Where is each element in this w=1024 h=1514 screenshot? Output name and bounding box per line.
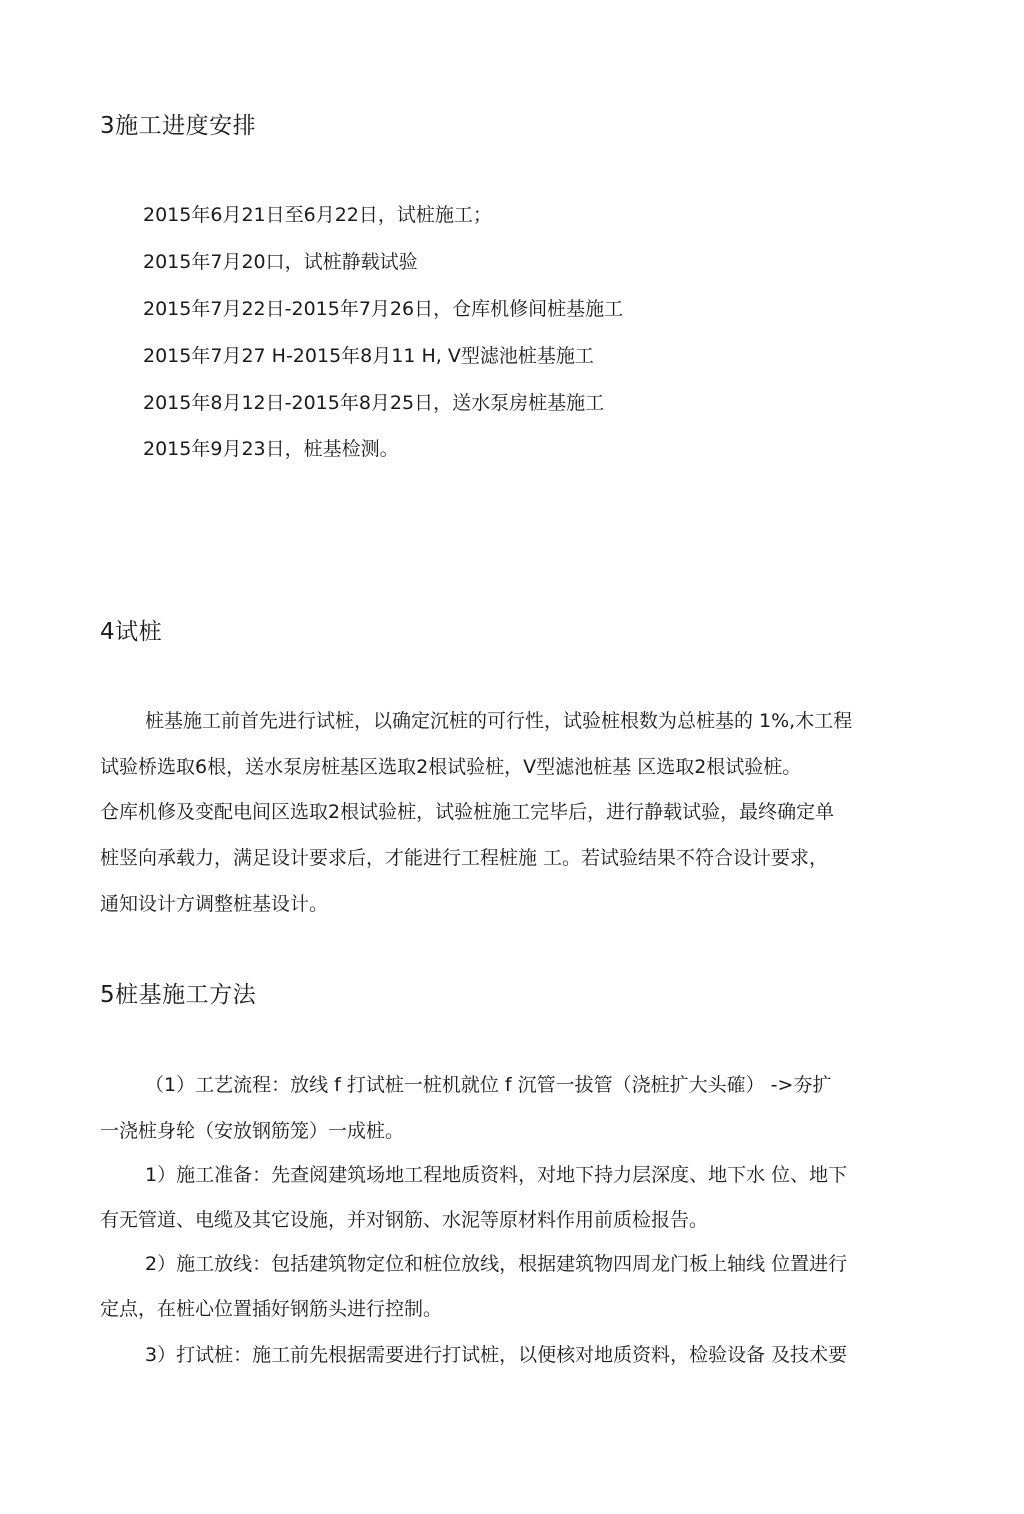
trial-pile-paragraph-line: 试验桥选取6根，送水泵房桩基区选取2根试验桩，V型滤池桩基 区选取2根试验桩。 — [100, 756, 802, 778]
schedule-item-4: 2015年7月27 H-2015年8月11 H, V型滤池桩基施工 — [143, 345, 594, 367]
trial-pile-paragraph-line: 桩基施工前首先进行试桩，以确定沉桩的可行性，试验桩根数为总桩基的 1%,木工程 — [145, 710, 853, 732]
process-flow-line: （1）工艺流程：放线 f 打试桩一桩机就位 f 沉管一拔管（浇桩扩大头確） ->夯扩 — [145, 1074, 832, 1096]
schedule-item-3: 2015年7月22日-2015年7月26日，仓库机修间桩基施工 — [143, 298, 624, 320]
schedule-item-1: 2015年6月21日至6月22日，试桩施工； — [143, 204, 492, 226]
schedule-item-5: 2015年8月12日-2015年8月25日，送水泵房桩基施工 — [143, 392, 605, 414]
schedule-item-6: 2015年9月23日，桩基检测。 — [143, 438, 399, 460]
step-2-line: 2）施工放线：包括建筑物定位和桩位放线，根据建筑物四周龙门板上轴线 位置进行 — [145, 1253, 848, 1275]
schedule-item-2: 2015年7月20口，试桩静载试验 — [143, 251, 418, 273]
trial-pile-paragraph-line: 仓库机修及变配电间区选取2根试验桩，试验桩施工完毕后，进行静载试验，最终确定单 — [100, 801, 835, 823]
step-1-line: 1）施工准备：先查阅建筑场地工程地质资料，对地下持力层深度、地下水 位、地下 — [145, 1164, 848, 1186]
step-2-line: 定点，在桩心位置插好钢筋头进行控制。 — [100, 1298, 443, 1320]
process-flow-line: 一浇桩身轮（安放钢筋笼）一成桩。 — [100, 1120, 405, 1142]
section-4-heading: 4试桩 — [100, 619, 163, 645]
trial-pile-paragraph-line: 桩竖向承载力，满足设计要求后，才能进行工程桩施 工。若试验结果不符合设计要求， — [100, 847, 829, 869]
step-3-line: 3）打试桩：施工前先根据需要进行打试桩，以便核对地质资料，检验设备 及技术要 — [145, 1344, 848, 1366]
section-3-heading: 3施工进度安排 — [100, 113, 257, 139]
trial-pile-paragraph-line: 通知设计方调整桩基设计。 — [100, 893, 329, 915]
step-1-line: 有无管道、电缆及其它设施，并对钢筋、水泥等原材料作用前质检报告。 — [100, 1209, 709, 1231]
section-5-heading: 5桩基施工方法 — [100, 982, 257, 1008]
